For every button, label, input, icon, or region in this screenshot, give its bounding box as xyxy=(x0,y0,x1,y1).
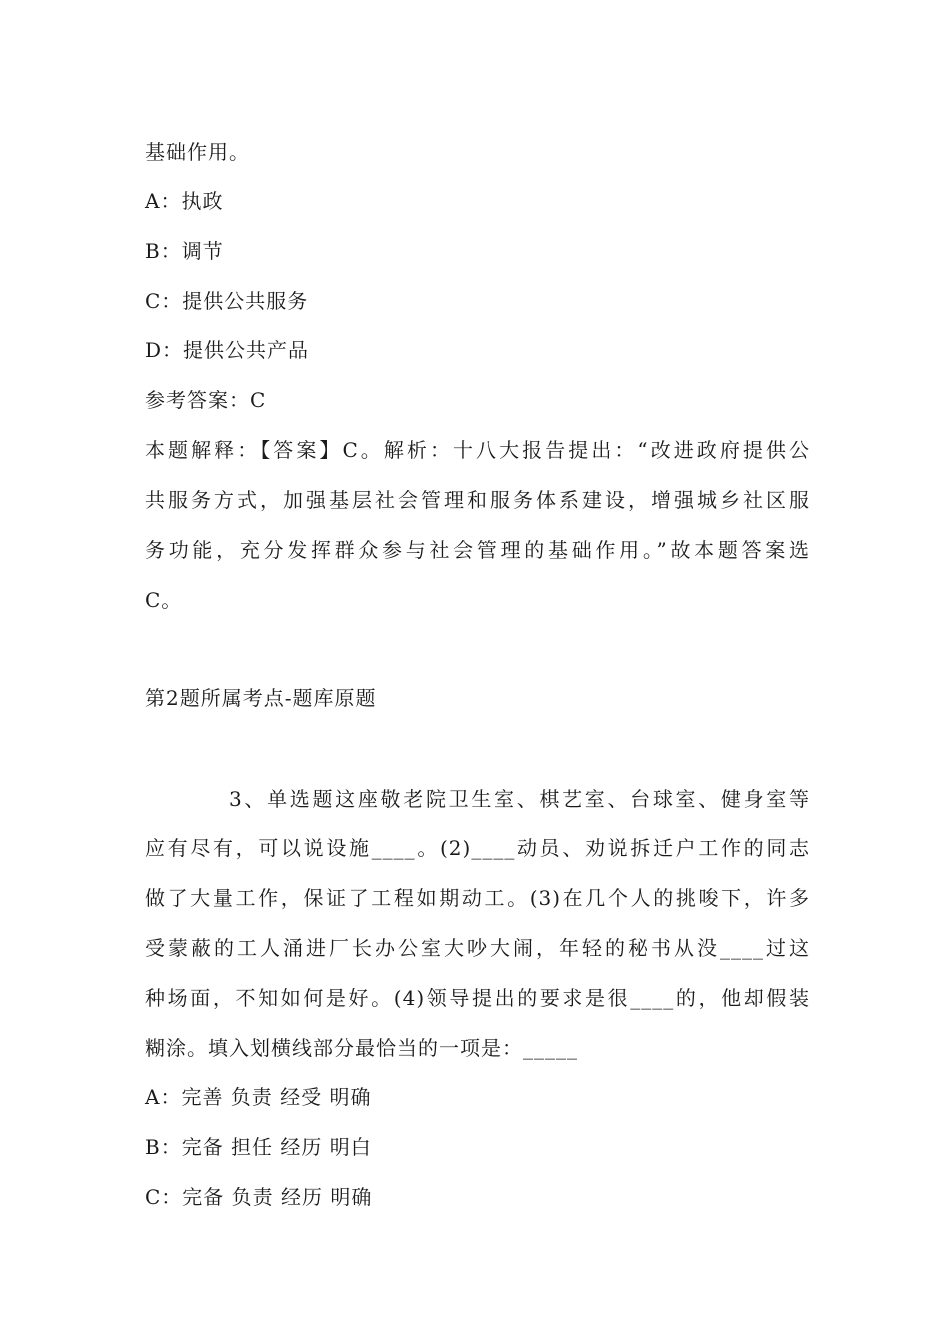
q3-stem-line: 糊涂。填入划横线部分最恰当的一项是：_____ xyxy=(145,1036,578,1060)
q3-option-b: B：完备 担任 经历 明白 xyxy=(145,1135,372,1159)
q1-stem-tail: 基础作用。 xyxy=(145,140,250,164)
q1-answer: 参考答案：C xyxy=(145,388,267,412)
section-label: 第2题所属考点-题库原题 xyxy=(145,686,377,710)
q1-explanation-line: 务功能，充分发挥群众参与社会管理的基础作用。”故本题答案选 xyxy=(145,538,810,562)
q3-stem-line: 种场面，不知如何是好。(4)领导提出的要求是很____的，他却假装 xyxy=(145,986,810,1010)
q1-explanation-line: 共服务方式，加强基层社会管理和服务体系建设，增强城乡社区服 xyxy=(145,488,810,512)
q1-explanation-line: C。 xyxy=(145,588,183,612)
q3-stem-line: 应有尽有，可以说设施____。(2)____动员、劝说拆迁户工作的同志 xyxy=(145,836,810,860)
q3-stem-line: 3、单选题这座敬老院卫生室、棋艺室、台球室、健身室等 xyxy=(229,787,810,811)
q1-explanation-line: 本题解释：【答案】C。解析：十八大报告提出：“改进政府提供公 xyxy=(145,438,810,462)
q3-stem-line: 受蒙蔽的工人涌进厂长办公室大吵大闹，年轻的秘书从没____过这 xyxy=(145,936,810,960)
q1-option-a: A：执政 xyxy=(145,189,224,213)
q3-stem-line: 做了大量工作，保证了工程如期动工。(3)在几个人的挑唆下，许多 xyxy=(145,886,810,910)
q1-option-b: B：调节 xyxy=(145,239,224,263)
q1-option-d: D：提供公共产品 xyxy=(145,338,310,362)
q1-option-c: C：提供公共服务 xyxy=(145,289,309,313)
q3-option-c: C：完备 负责 经历 明确 xyxy=(145,1185,373,1209)
q3-option-a: A：完善 负责 经受 明确 xyxy=(145,1085,372,1109)
